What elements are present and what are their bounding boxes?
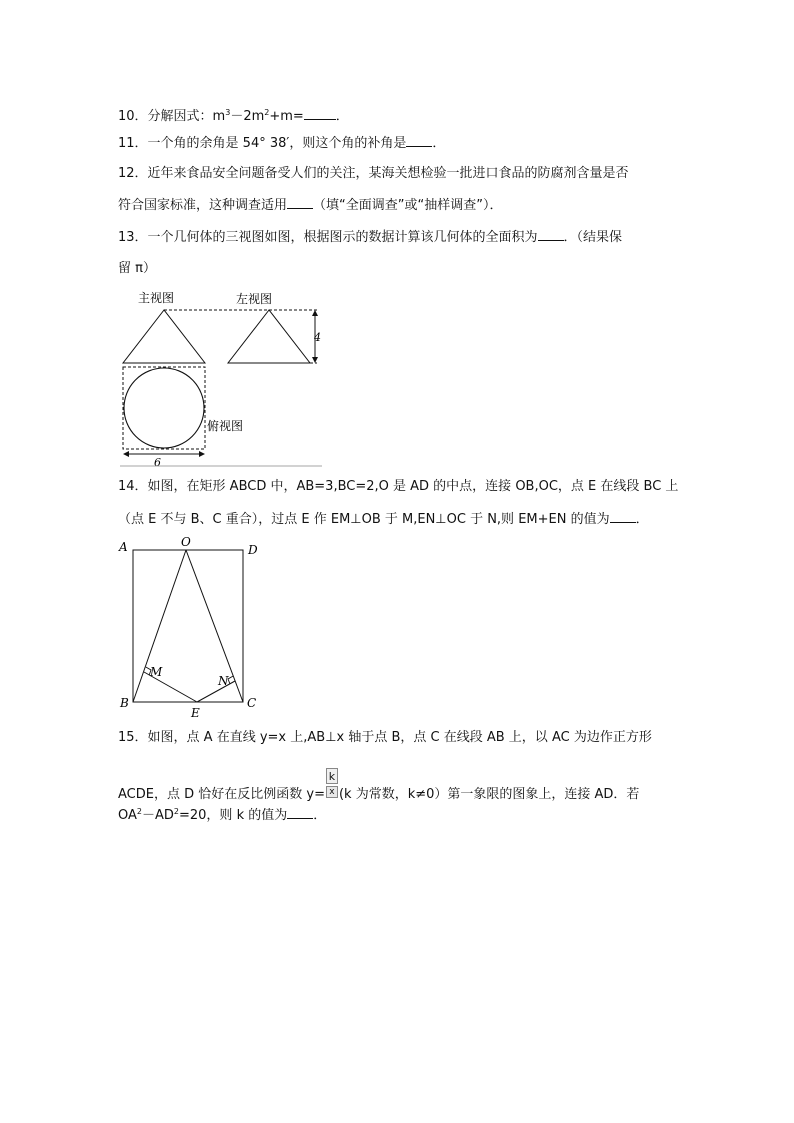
question-15-line2 [118, 770, 640, 806]
answer-blank[interactable] [538, 228, 564, 241]
q13-text-3: 留 π） [118, 261, 156, 276]
q10-period: ． [335, 109, 349, 124]
label-m: M [150, 665, 163, 679]
q15-ad: －AD [142, 808, 174, 823]
q12-text-3: （填“全面调查”或“抽样调查”）． [313, 198, 503, 213]
fraction-numerator: k [326, 768, 338, 784]
label-o: O [181, 535, 191, 549]
q10-text-mid2: +m= [269, 109, 304, 124]
front-view-triangle [123, 310, 205, 363]
top-view-circle [124, 368, 204, 448]
q14-period: ． [635, 512, 649, 527]
left-view-triangle [228, 310, 310, 363]
question-15-line3 [118, 803, 326, 824]
q14-text-2: （点 E 不与 B、C 重合），过点 E 作 EM⊥OB 于 M,EN⊥OC 于 N,则 EM+EN 的值为 [118, 512, 610, 527]
label-d: D [248, 543, 258, 557]
q13-text-2: ．（结果保 [563, 230, 623, 245]
label-n: N [218, 674, 229, 688]
answer-blank[interactable] [610, 510, 636, 523]
q15-period: ． [313, 808, 327, 823]
label-a: A [119, 540, 128, 554]
q15-oa: OA [118, 808, 137, 823]
fraction-k-over-x [326, 770, 338, 806]
label-c: C [247, 696, 257, 710]
q11-period: ． [432, 136, 446, 151]
left-view-label: 左视图 [236, 292, 273, 306]
q15-text-3: (k 为常数，k≠0）第一象限的图象上，连接 AD．若 [338, 787, 640, 802]
q15-text: 15．如图，点 A 在直线 y=x 上,AB⊥x 轴于点 B，点 C 在线段 AB 上，以 AC 为边作正方形 [118, 730, 652, 745]
question-12-line1 [118, 165, 629, 182]
q10-exp-2: 2 [264, 108, 270, 117]
q13-text: 13．一个几何体的三视图如图，根据图示的数据计算该几何体的全面积为 [118, 230, 538, 245]
segment-oc [186, 550, 243, 702]
question-12-line2 [118, 196, 502, 214]
q12-text: 12．近年来食品安全问题备受人们的关注，某海关想检验一批进口食品的防腐剂含量是否 [118, 166, 629, 181]
fraction-denominator: x [326, 786, 338, 798]
answer-blank[interactable] [287, 196, 313, 209]
segment-en [197, 681, 235, 702]
front-view-label: 主视图 [138, 291, 175, 305]
arrow-head-icon [312, 310, 318, 316]
question-15-line1 [118, 729, 652, 746]
height-label: 4 [314, 331, 321, 344]
q15-text-2: ACDE，点 D 恰好在反比例函数 y= [118, 787, 325, 802]
top-view-square [123, 367, 205, 449]
answer-blank[interactable] [406, 134, 432, 147]
arrow-head-icon [312, 357, 318, 363]
question-10 [118, 104, 349, 125]
q11-text: 11．一个角的余角是 54° 38′，则这个角的补角是 [118, 136, 407, 151]
q14-text: 14．如图，在矩形 ABCD 中，AB=3,BC=2,O 是 AD 的中点，连接 OB,OC，点 E 在线段 BC 上 [118, 479, 679, 494]
question-13-line1 [118, 228, 622, 246]
three-view-figure [115, 288, 330, 470]
q10-text-mid: －2m [230, 109, 265, 124]
top-view-label: 俯视图 [207, 419, 244, 433]
arrow-head-icon [123, 451, 129, 457]
label-b: B [120, 696, 129, 710]
answer-blank[interactable] [304, 107, 336, 120]
question-14-line2 [118, 510, 649, 528]
width-label: 6 [154, 456, 161, 469]
question-11 [118, 134, 445, 152]
question-14-line1 [118, 478, 678, 495]
segment-ob [133, 550, 186, 702]
rectangle-figure [115, 534, 265, 720]
q10-exp-3: 3 [225, 108, 231, 117]
arrow-head-icon [199, 451, 205, 457]
q15-exp: 2 [136, 807, 142, 816]
answer-blank[interactable] [287, 806, 313, 819]
q12-text-2: 符合国家标准，这种调查适用 [118, 198, 288, 213]
label-e: E [191, 706, 200, 720]
question-13-line2 [118, 260, 156, 277]
q10-text: 10．分解因式：m [118, 109, 226, 124]
q15-exp: 2 [173, 807, 179, 816]
q15-text-4: =20，则 k 的值为 [179, 808, 288, 823]
